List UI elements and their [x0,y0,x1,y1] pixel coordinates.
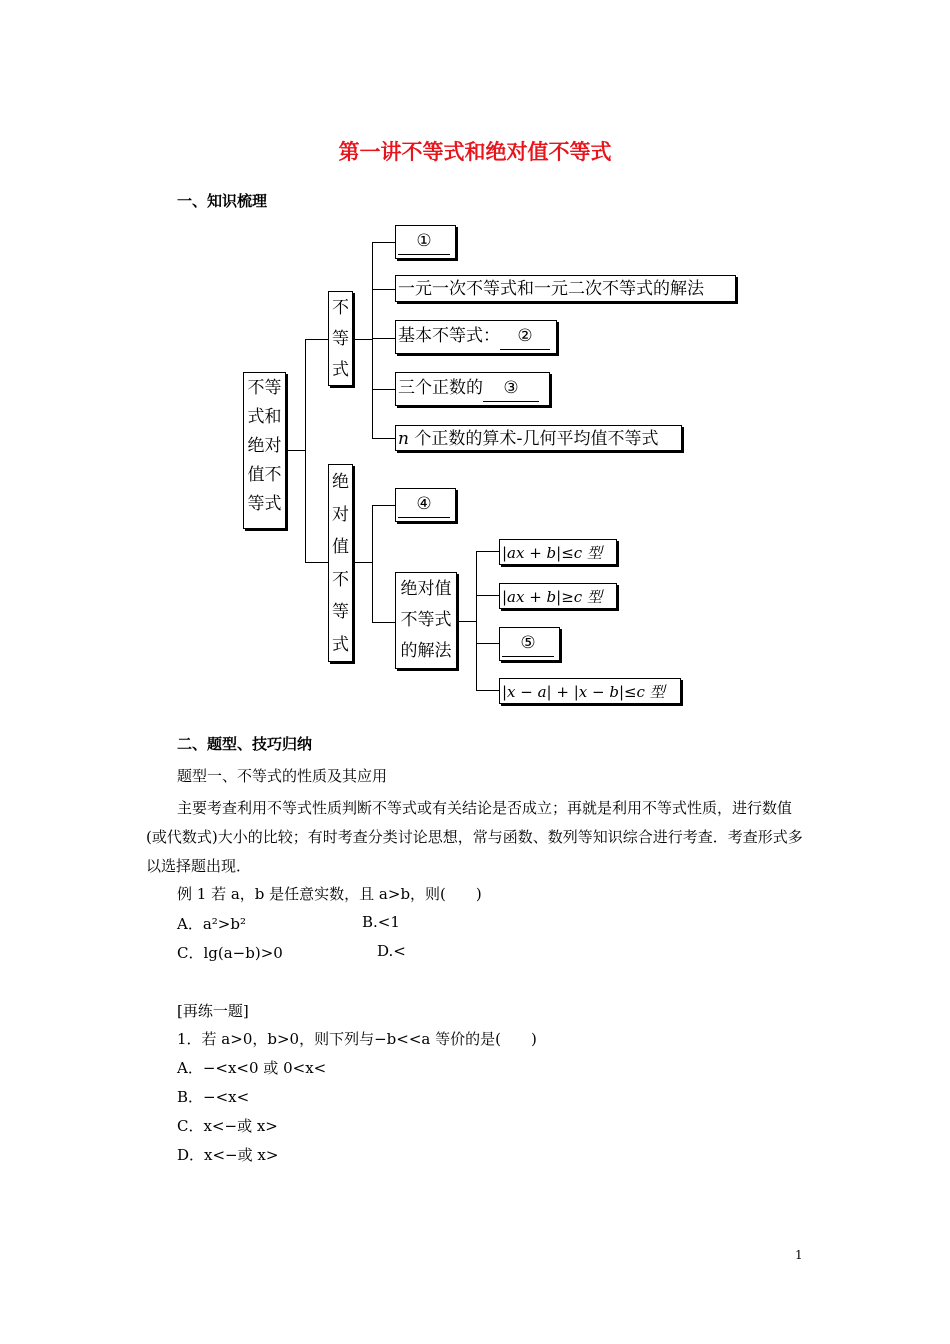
linear-quadratic-box: 一元一次不等式和一元二次不等式的解法 [395,275,736,302]
blank-4-box: ④ [395,488,456,522]
practice-option-a: A．−<x<0 或 0<x< [177,1059,327,1077]
example-1-option-a: A．a²>b² [177,915,246,933]
page-title: 第一讲不等式和绝对值不等式 [338,140,612,164]
inequality-box: 不 等 式 [328,291,353,386]
page-number: 1 [795,1248,803,1262]
example-1-stem: 例 1 若 a，b 是任意实数，且 a>b，则( ) [177,885,482,903]
practice-question: 1．若 a>0，b>0，则下列与−b<<a 等价的是( ) [177,1030,537,1048]
solving-methods-box: 绝对值 不等式 的解法 [395,572,457,669]
type-1-description: 主要考查利用不等式性质判断不等式或有关结论是否成立；再就是利用不等式性质，进行数值(或代数式)大小的比较；有时考查分类讨论思想，常与函数、数列等知识综合进行考查．考查形式多以选择题出现． [146,799,803,875]
section-heading-knowledge: 一、知识梳理 [177,192,268,210]
example-1-option-d: D.< [377,942,406,960]
three-positive-box: 三个正数的 ③ [395,372,550,406]
absolute-inequality-box: 绝 对 值 不 等 式 [328,464,353,662]
type-ax-b-ge-c-box: |ax + b|≥c 型 [499,583,617,609]
n-positive-box: n 个正数的算术-几何平均值不等式 [395,425,682,451]
type-1-heading: 题型一、不等式的性质及其应用 [177,767,388,785]
section-heading-types: 二、题型、技巧归纳 [177,735,313,753]
practice-option-b: B．−<x< [177,1088,250,1106]
root-box: 不等 式和 绝对 值不 等式 [243,372,286,529]
type-x-a-x-b-box: |x − a| + |x − b|≤c 型 [499,678,681,704]
blank-1-box: ① [395,225,456,259]
practice-option-d: D．x<−或 x> [177,1146,279,1164]
type-ax-b-le-c-box: |ax + b|≤c 型 [499,539,617,565]
example-1-option-c: C．lg(a−b)>0 [177,944,283,962]
practice-heading: [再练一题] [177,1002,249,1020]
blank-5-box: ⑤ [499,627,560,661]
practice-option-c: C．x<−或 x> [177,1117,278,1135]
basic-inequality-box: 基本不等式： ② [395,320,557,354]
example-1-option-b: B.<1 [362,913,400,931]
